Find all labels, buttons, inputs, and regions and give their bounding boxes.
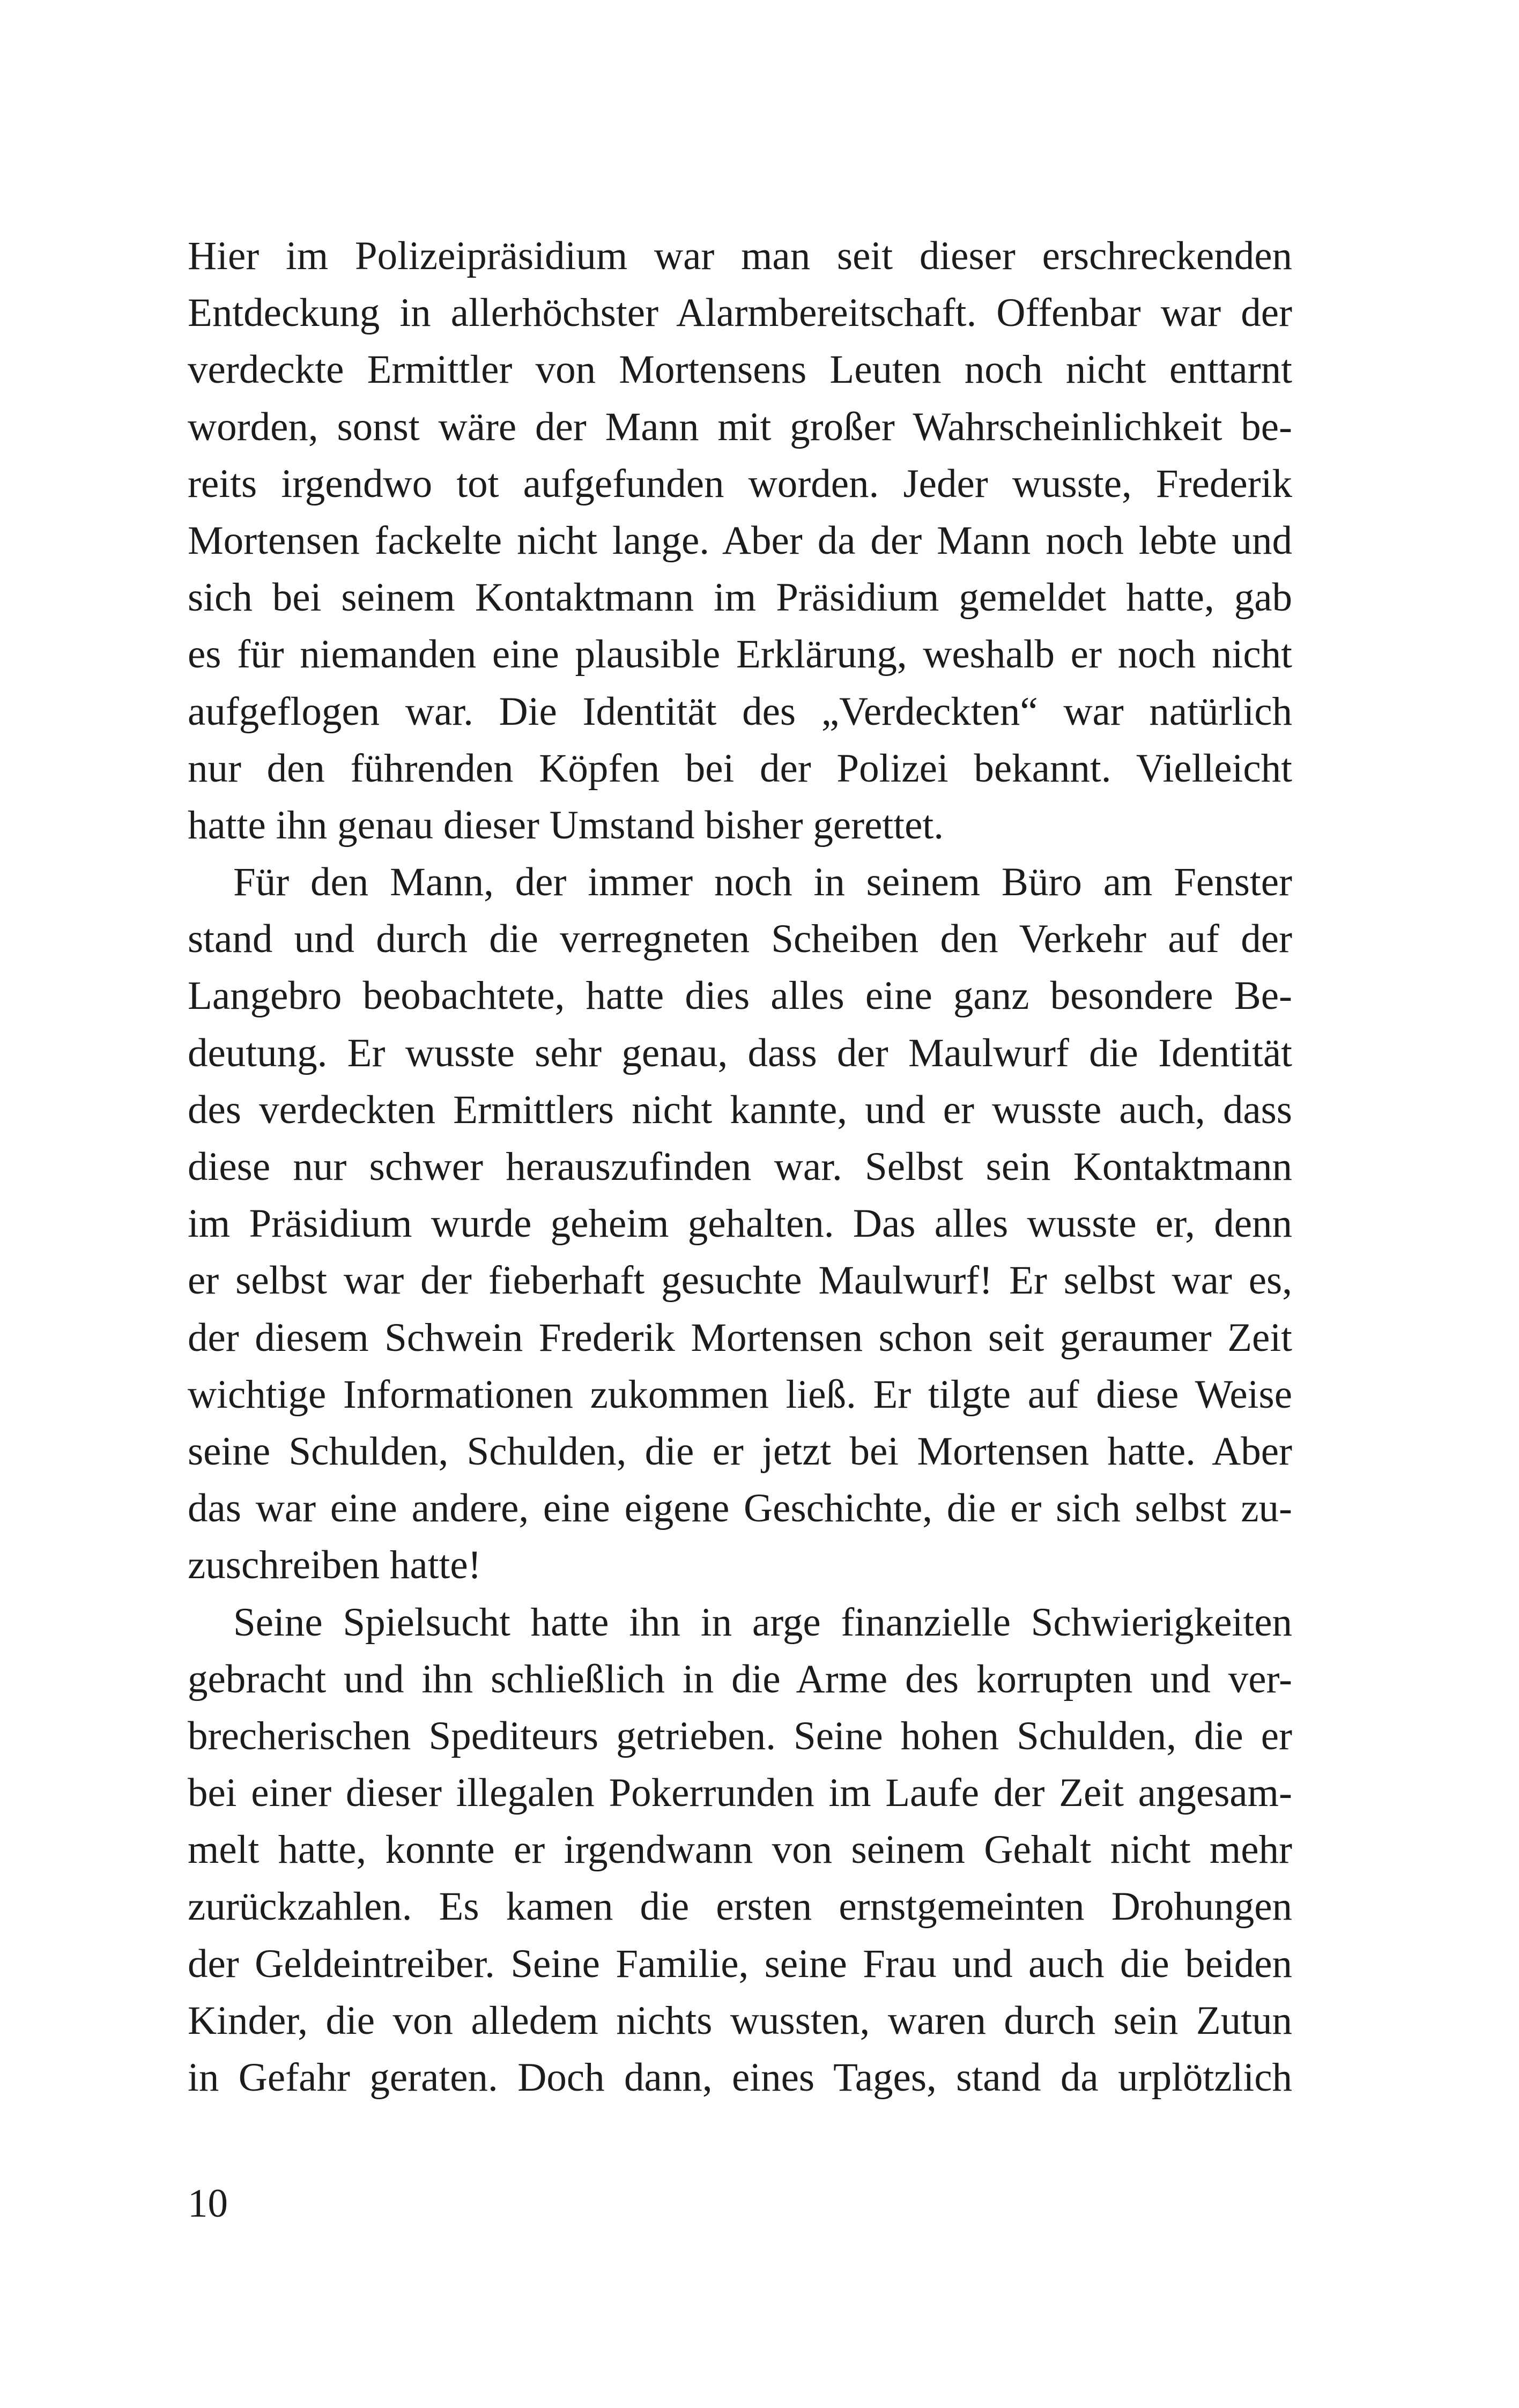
text-line: aufgeflogen war. Die Identität des „Verdeckten“ war natürlich <box>188 689 1292 734</box>
text-line: Kinder, die von alledem nichts wussten, waren durch sein Zutun <box>188 1998 1292 2043</box>
text-line: Für den Mann, der immer noch in seinem Büro am Fenster <box>233 860 1292 905</box>
text-line: melt hatte, konnte er irgendwann von seinem Gehalt nicht mehr <box>188 1827 1292 1872</box>
text-line: Mortensen fackelte nicht lange. Aber da der Mann noch lebte und <box>188 518 1292 563</box>
text-line: der diesem Schwein Frederik Mortensen schon seit geraumer Zeit <box>188 1315 1292 1360</box>
text-line: es für niemanden eine plausible Erklärung, weshalb er noch nicht <box>188 632 1292 677</box>
text-line: Hier im Polizeipräsidium war man seit dieser erschreckenden <box>188 234 1292 278</box>
paragraph <box>188 228 1292 854</box>
page-body <box>188 228 1292 2106</box>
text-line: Langebro beobachtete, hatte dies alles eine ganz besondere Be- <box>188 973 1292 1019</box>
text-line: gebracht und ihn schließlich in die Arme des korrupten und ver- <box>188 1656 1292 1701</box>
text-line: deutung. Er wusste sehr genau, dass der Maulwurf die Identität <box>188 1030 1292 1075</box>
text-line: er selbst war der fieberhaft gesuchte Maulwurf! Er selbst war es, <box>188 1258 1292 1303</box>
paragraph <box>188 1594 1292 2107</box>
text-line: der Geldeintreiber. Seine Familie, seine Frau und auch die beiden <box>188 1941 1292 1986</box>
text-line: verdeckte Ermittler von Mortensens Leuten noch nicht enttarnt <box>188 347 1292 392</box>
text-line: wichtige Informationen zukommen ließ. Er tilgte auf diese Weise <box>188 1372 1292 1417</box>
text-line: das war eine andere, eine eigene Geschichte, die er sich selbst zu- <box>188 1486 1292 1531</box>
text-line: bei einer dieser illegalen Pokerrunden im Laufe der Zeit angesam- <box>188 1771 1292 1816</box>
text-line: Entdeckung in allerhöchster Alarmbereitschaft. Offenbar war der <box>188 291 1292 336</box>
text-line: brecherischen Spediteurs getrieben. Seine hohen Schulden, die er <box>188 1713 1292 1758</box>
text-line: zurückzahlen. Es kamen die ersten ernstgemeinten Drohungen <box>188 1884 1292 1929</box>
text-line: worden, sonst wäre der Mann mit großer Wahrscheinlichkeit be- <box>188 404 1292 449</box>
text-line: reits irgendwo tot aufgefunden worden. Jeder wusste, Frederik <box>188 461 1292 506</box>
page-number: 10 <box>188 2181 228 2226</box>
text-line: nur den führenden Köpfen bei der Polizei bekannt. Vielleicht <box>188 746 1292 791</box>
text-line: sich bei seinem Kontaktmann im Präsidium gemeldet hatte, gab <box>188 575 1292 620</box>
text-line: im Präsidium wurde geheim gehalten. Das alles wusste er, denn <box>188 1201 1292 1246</box>
text-line: stand und durch die verregneten Scheiben den Verkehr auf der <box>188 917 1292 962</box>
text-line: zuschreiben hatte! <box>188 1543 481 1588</box>
text-line: Seine Spielsucht hatte ihn in arge finanzielle Schwierigkeiten <box>233 1600 1292 1645</box>
text-line: in Gefahr geraten. Doch dann, eines Tages, stand da urplötzlich <box>188 2055 1292 2100</box>
text-line: seine Schulden, Schulden, die er jetzt bei Mortensen hatte. Aber <box>188 1429 1292 1474</box>
text-line: des verdeckten Ermittlers nicht kannte, und er wusste auch, dass <box>188 1087 1292 1132</box>
text-line: diese nur schwer herauszufinden war. Selbst sein Kontaktmann <box>188 1144 1292 1189</box>
text-line: hatte ihn genau dieser Umstand bisher gerettet. <box>188 802 944 848</box>
paragraph <box>188 854 1292 1594</box>
